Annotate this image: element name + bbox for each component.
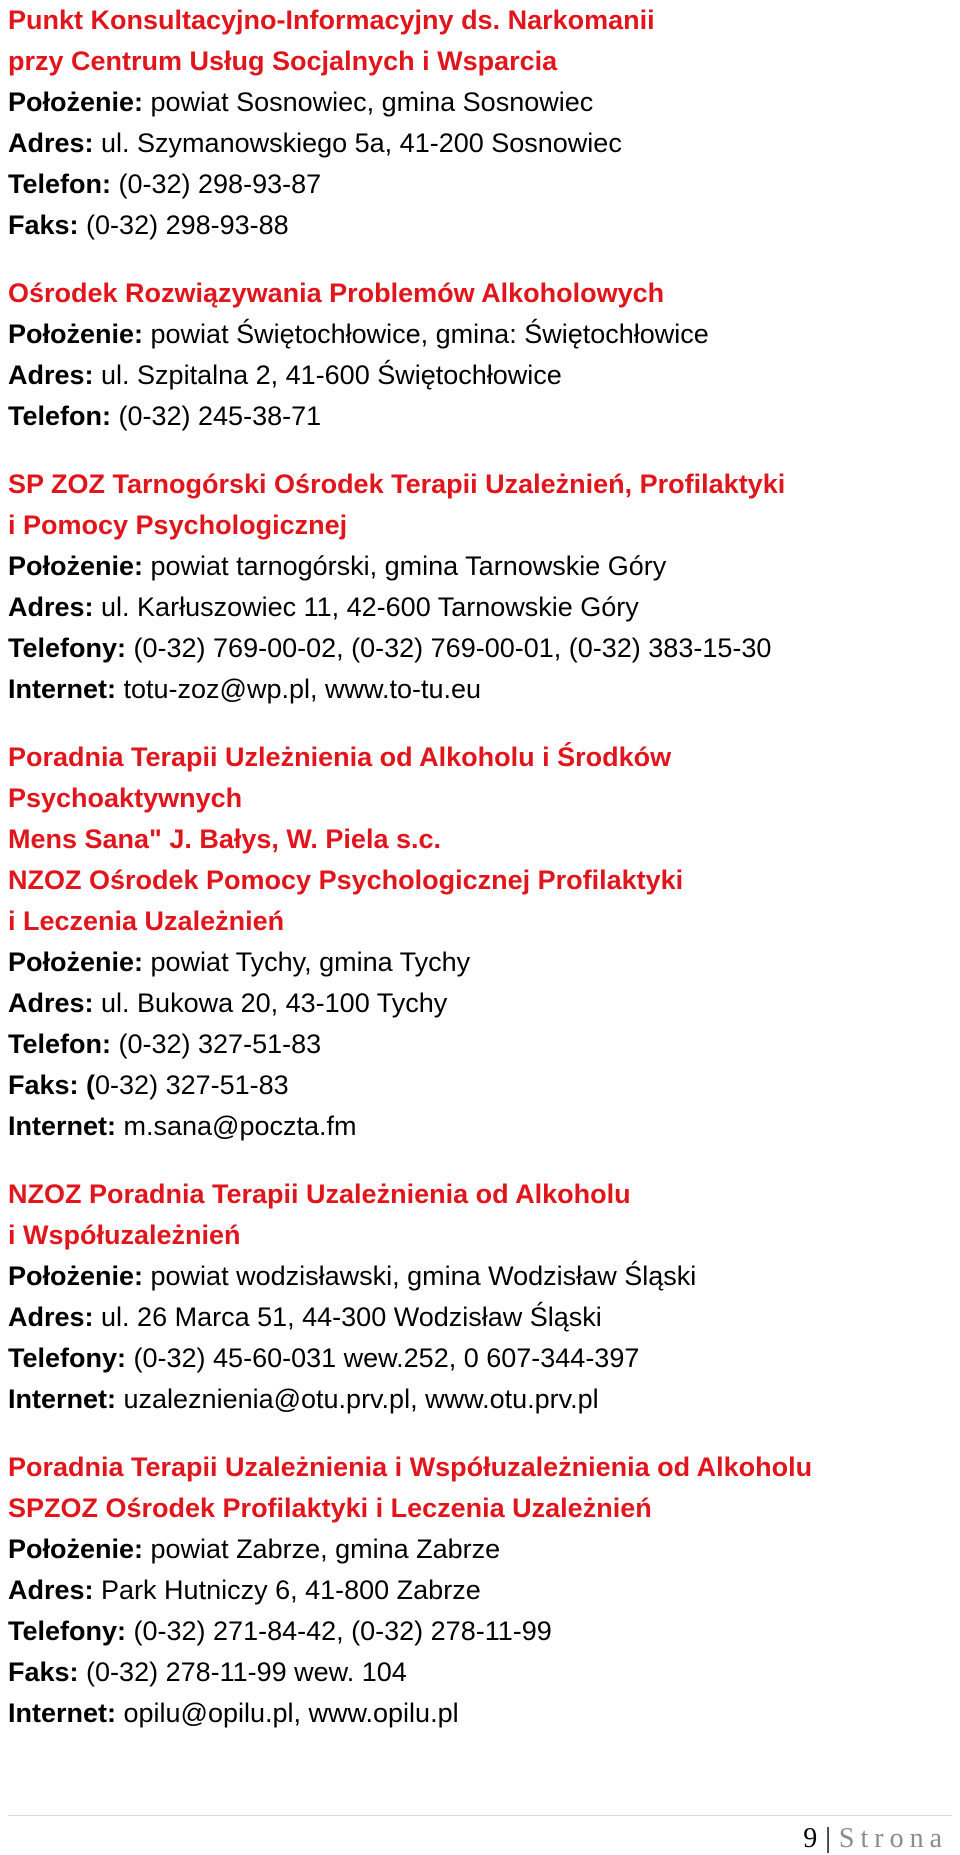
entry-title-line: i Współuzależnień: [8, 1220, 241, 1250]
field-value: m.sana@poczta.fm: [116, 1111, 357, 1141]
field-value: (0-32) 278-11-99 wew. 104: [78, 1657, 407, 1687]
entry-title-line: przy Centrum Usług Socjalnych i Wsparcia: [8, 46, 558, 76]
field-phone: [8, 164, 953, 205]
field-value: powiat Zabrze, gmina Zabrze: [143, 1534, 501, 1564]
field-value: powiat Świętochłowice, gmina: Świętochłowice: [143, 319, 709, 349]
field-value: powiat tarnogórski, gmina Tarnowskie Góry: [143, 551, 667, 581]
field-label: Położenie:: [8, 551, 144, 581]
field-label: Faks:: [8, 210, 79, 240]
field-label: Adres:: [8, 128, 94, 158]
field-label: Położenie:: [8, 319, 144, 349]
field-label: Faks: (: [8, 1070, 96, 1100]
field-label: Faks:: [8, 1657, 79, 1687]
field-address: [8, 123, 953, 164]
field-internet: [8, 669, 953, 710]
field-label: Położenie:: [8, 1534, 144, 1564]
field-value: (0-32) 45-60-031 wew.252, 0 607-344-397: [126, 1343, 640, 1373]
field-value: (0-32) 298-93-88: [78, 210, 289, 240]
field-value: ul. 26 Marca 51, 44-300 Wodzisław Śląski: [93, 1302, 602, 1332]
entry-sosnowiec: [8, 0, 953, 246]
field-label: Adres:: [8, 1575, 94, 1605]
field-value: uzaleznienia@otu.prv.pl, www.otu.prv.pl: [116, 1384, 599, 1414]
field-label: Położenie:: [8, 87, 144, 117]
field-location: [8, 1529, 953, 1570]
entry-title-line: SPZOZ Ośrodek Profilaktyki i Leczenia Uzależnień: [8, 1493, 652, 1523]
field-label: Adres:: [8, 360, 94, 390]
field-value: (0-32) 298-93-87: [111, 169, 322, 199]
field-fax: [8, 1652, 953, 1693]
field-address: [8, 587, 953, 628]
field-label: Internet:: [8, 674, 116, 704]
document-body: [8, 0, 953, 1761]
field-label: Telefon:: [8, 401, 111, 431]
entry-wodzislaw: [8, 1174, 953, 1420]
entry-title-line: NZOZ Poradnia Terapii Uzależnienia od Alkoholu: [8, 1179, 631, 1209]
field-value: 0-32) 327-51-83: [95, 1070, 289, 1100]
entry-title-line: SP ZOZ Tarnogórski Ośrodek Terapii Uzależnień, Profilaktyki: [8, 469, 786, 499]
entry-title-line: Ośrodek Rozwiązywania Problemów Alkoholowych: [8, 278, 665, 308]
field-location: [8, 1256, 953, 1297]
field-value: ul. Bukowa 20, 43-100 Tychy: [93, 988, 448, 1018]
footer-divider: [8, 1815, 952, 1816]
field-label: Telefon:: [8, 169, 111, 199]
page-number: 9: [803, 1823, 818, 1854]
field-fax: [8, 1065, 953, 1106]
field-label: Adres:: [8, 1302, 94, 1332]
field-label: Położenie:: [8, 947, 144, 977]
field-label: Telefony:: [8, 633, 127, 663]
page-word: Strona: [838, 1823, 948, 1854]
field-value: powiat Sosnowiec, gmina Sosnowiec: [143, 87, 594, 117]
entry-title-line: i Leczenia Uzależnień: [8, 906, 285, 936]
field-value: (0-32) 245-38-71: [111, 401, 322, 431]
field-label: Internet:: [8, 1111, 116, 1141]
entry-swietochlowice: [8, 273, 953, 437]
entry-title-line: Punkt Konsultacyjno-Informacyjny ds. Narkomanii: [8, 5, 655, 35]
field-value: powiat wodzisławski, gmina Wodzisław Śląski: [143, 1261, 697, 1291]
field-label: Adres:: [8, 988, 94, 1018]
field-label: Telefon:: [8, 1029, 111, 1059]
entry-tarnowskie-gory: [8, 464, 953, 710]
field-value: Park Hutniczy 6, 41-800 Zabrze: [93, 1575, 481, 1605]
field-address: [8, 355, 953, 396]
entry-title-line: Mens Sana" J. Bałys, W. Piela s.c.: [8, 824, 442, 854]
field-phones: [8, 1338, 953, 1379]
field-label: Internet:: [8, 1698, 116, 1728]
field-value: (0-32) 271-84-42, (0-32) 278-11-99: [126, 1616, 552, 1646]
footer-separator: |: [825, 1823, 831, 1854]
field-label: Adres:: [8, 592, 94, 622]
field-value: ul. Karłuszowiec 11, 42-600 Tarnowskie Góry: [93, 592, 639, 622]
entry-zabrze: [8, 1447, 953, 1734]
field-location: [8, 314, 953, 355]
entry-tychy: [8, 737, 953, 1147]
field-address: [8, 1297, 953, 1338]
field-internet: [8, 1379, 953, 1420]
field-label: Internet:: [8, 1384, 116, 1414]
field-internet: [8, 1693, 953, 1734]
field-value: (0-32) 327-51-83: [111, 1029, 322, 1059]
field-value: opilu@opilu.pl, www.opilu.pl: [116, 1698, 459, 1728]
entry-title-line: Poradnia Terapii Uzleżnienia od Alkoholu i Środków: [8, 742, 672, 772]
field-address: [8, 983, 953, 1024]
field-label: Telefony:: [8, 1343, 127, 1373]
field-phones: [8, 628, 953, 669]
field-value: (0-32) 769-00-02, (0-32) 769-00-01, (0-32) 383-15-30: [126, 633, 772, 663]
entry-title-line: Poradnia Terapii Uzależnienia i Współuzależnienia od Alkoholu: [8, 1452, 813, 1482]
field-phones: [8, 1611, 953, 1652]
field-value: powiat Tychy, gmina Tychy: [143, 947, 471, 977]
entry-title-line: Psychoaktywnych: [8, 783, 243, 813]
field-address: [8, 1570, 953, 1611]
entry-title-line: NZOZ Ośrodek Pomocy Psychologicznej Profilaktyki: [8, 865, 684, 895]
field-value: totu-zoz@wp.pl, www.to-tu.eu: [116, 674, 482, 704]
page-footer: [803, 1823, 948, 1855]
field-value: ul. Szymanowskiego 5a, 41-200 Sosnowiec: [93, 128, 622, 158]
field-location: [8, 82, 953, 123]
field-label: Telefony:: [8, 1616, 127, 1646]
field-value: ul. Szpitalna 2, 41-600 Świętochłowice: [93, 360, 562, 390]
field-internet: [8, 1106, 953, 1147]
field-fax: [8, 205, 953, 246]
field-phone: [8, 1024, 953, 1065]
field-label: Położenie:: [8, 1261, 144, 1291]
field-location: [8, 942, 953, 983]
field-location: [8, 546, 953, 587]
field-phone: [8, 396, 953, 437]
entry-title-line: i Pomocy Psychologicznej: [8, 510, 348, 540]
